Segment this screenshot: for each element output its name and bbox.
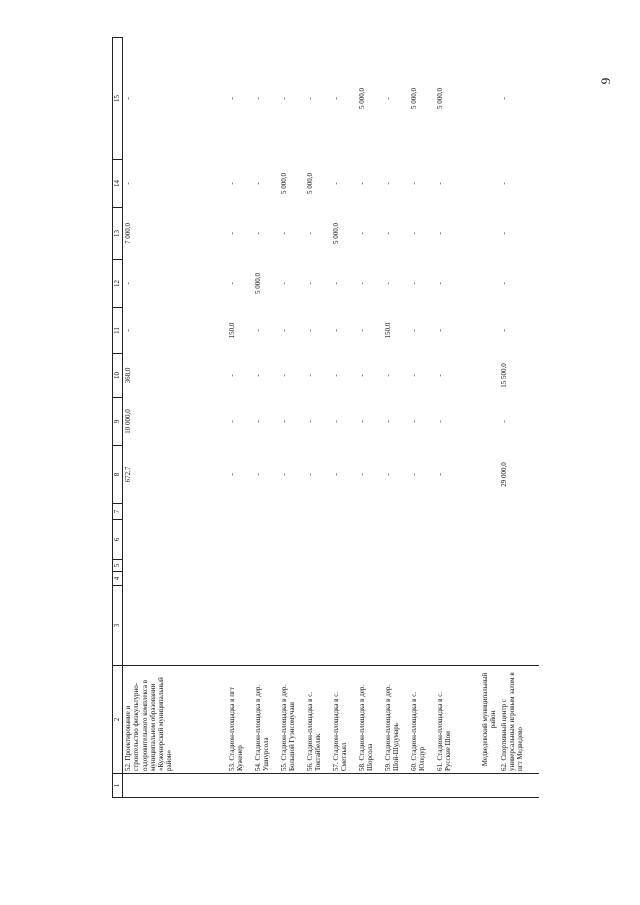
value-cell: 5 000,0 bbox=[435, 88, 444, 109]
value-cell bbox=[383, 520, 409, 560]
value-cell: - bbox=[435, 329, 444, 332]
value-cell bbox=[435, 572, 461, 586]
value-cell: 150,0 bbox=[227, 322, 236, 339]
value-cell: - bbox=[409, 329, 418, 332]
value-cell: - bbox=[331, 97, 340, 100]
table-row bbox=[357, 38, 383, 798]
value-cell bbox=[499, 520, 539, 560]
value-cell: - bbox=[383, 473, 392, 476]
value-cell bbox=[357, 586, 383, 666]
value-cell: - bbox=[357, 329, 366, 332]
value-cell bbox=[279, 520, 305, 560]
empty-cell bbox=[461, 504, 499, 520]
empty-cell bbox=[461, 160, 499, 208]
value-cell: - bbox=[357, 282, 366, 285]
table-row bbox=[279, 38, 305, 798]
value-cell bbox=[499, 504, 539, 520]
object-name-cell: 58. Стадион-площадка в дер. Шорсола bbox=[357, 666, 383, 774]
object-name-cell: 52. Проектирование и строительство физкультурно-оздоровительного комплекса в муниципальном образовании «Куженерский муниципальный район» bbox=[123, 666, 227, 774]
value-cell: - bbox=[279, 473, 288, 476]
value-cell: - bbox=[279, 282, 288, 285]
value-cell: - bbox=[331, 473, 340, 476]
empty-cell bbox=[461, 572, 499, 586]
value-cell bbox=[123, 560, 227, 572]
value-cell bbox=[409, 520, 435, 560]
value-cell: - bbox=[409, 374, 418, 377]
value-cell bbox=[227, 572, 253, 586]
value-cell bbox=[123, 520, 227, 560]
object-name-cell: 59. Стадион-площадка в дер. Шой-Шудумарь bbox=[383, 666, 409, 774]
value-cell: - bbox=[409, 473, 418, 476]
column-header: 2 bbox=[113, 666, 123, 774]
value-cell: - bbox=[253, 473, 262, 476]
value-cell: - bbox=[435, 182, 444, 185]
value-cell: - bbox=[124, 182, 132, 185]
value-cell: - bbox=[227, 282, 236, 285]
value-cell: - bbox=[279, 232, 288, 235]
value-cell: - bbox=[305, 420, 314, 423]
value-cell: - bbox=[383, 374, 392, 377]
value-cell bbox=[279, 586, 305, 666]
value-cell: - bbox=[499, 329, 508, 332]
column-header: 10 bbox=[113, 354, 123, 398]
value-cell bbox=[253, 520, 279, 560]
value-cell: 5 000,0 bbox=[357, 88, 366, 109]
value-cell: - bbox=[253, 232, 262, 235]
row-number-cell bbox=[383, 774, 409, 798]
value-cell: 5 000,0 bbox=[253, 273, 262, 294]
value-cell bbox=[253, 586, 279, 666]
empty-cell bbox=[461, 398, 499, 446]
column-header: 14 bbox=[113, 160, 123, 208]
column-header: 15 bbox=[113, 38, 123, 160]
value-cell: - bbox=[409, 282, 418, 285]
row-number-cell bbox=[227, 774, 253, 798]
value-cell: - bbox=[279, 329, 288, 332]
value-cell: - bbox=[124, 329, 132, 332]
value-cell: 5 000,0 bbox=[279, 173, 288, 194]
value-cell bbox=[253, 572, 279, 586]
value-cell bbox=[227, 520, 253, 560]
value-cell: - bbox=[499, 182, 508, 185]
value-cell bbox=[279, 560, 305, 572]
value-cell: - bbox=[279, 374, 288, 377]
value-cell bbox=[305, 504, 331, 520]
row-number-cell bbox=[279, 774, 305, 798]
column-header: 1 bbox=[113, 774, 123, 798]
table-row bbox=[227, 38, 253, 798]
value-cell: - bbox=[383, 282, 392, 285]
object-name-cell: 54. Стадион-площадка в дер. Ушнурсола bbox=[253, 666, 279, 774]
table-row bbox=[383, 38, 409, 798]
value-cell bbox=[383, 572, 409, 586]
empty-cell bbox=[461, 520, 499, 560]
value-cell: - bbox=[227, 232, 236, 235]
object-name-cell: 53. Стадион-площадка в пгт Куженер bbox=[227, 666, 253, 774]
value-cell: - bbox=[331, 329, 340, 332]
value-cell bbox=[305, 560, 331, 572]
value-cell bbox=[331, 572, 357, 586]
row-number-cell bbox=[253, 774, 279, 798]
row-number-cell bbox=[357, 774, 383, 798]
value-cell: - bbox=[383, 97, 392, 100]
value-cell bbox=[331, 560, 357, 572]
row-number-cell bbox=[435, 774, 461, 798]
empty-cell bbox=[461, 208, 499, 260]
table-row bbox=[499, 38, 539, 798]
value-cell bbox=[383, 586, 409, 666]
column-header: 4 bbox=[113, 572, 123, 586]
value-cell: - bbox=[435, 232, 444, 235]
value-cell: - bbox=[435, 420, 444, 423]
empty-cell bbox=[461, 308, 499, 354]
value-cell bbox=[227, 586, 253, 666]
value-cell bbox=[305, 572, 331, 586]
value-cell bbox=[279, 572, 305, 586]
empty-cell bbox=[461, 446, 499, 504]
row-number-cell bbox=[123, 774, 227, 798]
value-cell bbox=[409, 560, 435, 572]
rotated-table-container bbox=[112, 38, 572, 798]
table-row bbox=[435, 38, 461, 798]
value-cell: - bbox=[305, 97, 314, 100]
value-cell: - bbox=[409, 420, 418, 423]
value-cell: 150,0 bbox=[383, 322, 392, 339]
column-header: 8 bbox=[113, 446, 123, 504]
value-cell bbox=[357, 560, 383, 572]
value-cell: - bbox=[435, 473, 444, 476]
value-cell bbox=[435, 504, 461, 520]
value-cell: - bbox=[331, 182, 340, 185]
value-cell: - bbox=[227, 374, 236, 377]
value-cell: - bbox=[357, 473, 366, 476]
value-cell: 368,0 bbox=[124, 367, 132, 384]
row-number-cell bbox=[331, 774, 357, 798]
value-cell: - bbox=[305, 374, 314, 377]
column-header: 9 bbox=[113, 398, 123, 446]
value-cell: - bbox=[435, 374, 444, 377]
value-cell: - bbox=[279, 97, 288, 100]
value-cell: - bbox=[357, 232, 366, 235]
column-header: 7 bbox=[113, 504, 123, 520]
value-cell bbox=[435, 586, 461, 666]
object-name-cell: 60. Стадион-площадка в с. Юледур bbox=[409, 666, 435, 774]
value-cell: - bbox=[357, 182, 366, 185]
value-cell bbox=[227, 560, 253, 572]
value-cell: - bbox=[227, 420, 236, 423]
value-cell: - bbox=[357, 374, 366, 377]
column-header: 6 bbox=[113, 520, 123, 560]
empty-cell bbox=[461, 560, 499, 572]
value-cell: - bbox=[383, 420, 392, 423]
empty-cell bbox=[461, 260, 499, 308]
row-number-cell bbox=[499, 774, 539, 798]
value-cell: - bbox=[435, 282, 444, 285]
value-cell: - bbox=[305, 473, 314, 476]
value-cell bbox=[279, 504, 305, 520]
value-cell: - bbox=[253, 329, 262, 332]
column-header: 12 bbox=[113, 260, 123, 308]
value-cell bbox=[357, 520, 383, 560]
value-cell: 29 000,0 bbox=[499, 462, 508, 487]
value-cell: - bbox=[253, 182, 262, 185]
value-cell bbox=[435, 560, 461, 572]
value-cell: 672,7 bbox=[124, 466, 132, 483]
value-cell: - bbox=[409, 182, 418, 185]
column-header: 11 bbox=[113, 308, 123, 354]
value-cell: - bbox=[279, 420, 288, 423]
value-cell: 5 000,0 bbox=[409, 88, 418, 109]
value-cell bbox=[357, 572, 383, 586]
value-cell: 5 000,0 bbox=[305, 173, 314, 194]
value-cell bbox=[305, 520, 331, 560]
value-cell bbox=[253, 560, 279, 572]
value-cell bbox=[227, 504, 253, 520]
value-cell: - bbox=[124, 97, 132, 100]
value-cell: - bbox=[253, 97, 262, 100]
column-header: 5 bbox=[113, 560, 123, 572]
column-header: 13 bbox=[113, 208, 123, 260]
value-cell: - bbox=[357, 420, 366, 423]
object-name-cell: 61. Стадион-площадка в с. Русские Шои bbox=[435, 666, 461, 774]
value-cell bbox=[331, 504, 357, 520]
row-number-cell bbox=[305, 774, 331, 798]
value-cell: - bbox=[383, 182, 392, 185]
value-cell: - bbox=[331, 282, 340, 285]
value-cell: - bbox=[124, 282, 132, 285]
row-number-cell bbox=[461, 774, 499, 798]
value-cell: - bbox=[227, 473, 236, 476]
value-cell: - bbox=[305, 232, 314, 235]
value-cell: - bbox=[499, 282, 508, 285]
value-cell: 15 500,0 bbox=[499, 363, 508, 388]
value-cell bbox=[123, 586, 227, 666]
data-table bbox=[112, 37, 539, 798]
section-row bbox=[461, 38, 499, 798]
section-title: Медведевский муниципальный район bbox=[461, 666, 499, 774]
empty-cell bbox=[461, 38, 499, 160]
empty-cell bbox=[461, 354, 499, 398]
value-cell: - bbox=[227, 97, 236, 100]
object-name-cell: 57. Стадион-площадка в с. Сметаьял bbox=[331, 666, 357, 774]
value-cell bbox=[331, 586, 357, 666]
empty-cell bbox=[461, 586, 499, 666]
table-row bbox=[253, 38, 279, 798]
value-cell: - bbox=[499, 232, 508, 235]
object-name-cell: 62. Спортивный центр с универсальным игровым залом в пгт Медведево bbox=[499, 666, 539, 774]
value-cell bbox=[123, 504, 227, 520]
table-row bbox=[305, 38, 331, 798]
value-cell bbox=[383, 560, 409, 572]
row-number-cell bbox=[409, 774, 435, 798]
value-cell bbox=[123, 572, 227, 586]
value-cell bbox=[435, 520, 461, 560]
value-cell bbox=[499, 572, 539, 586]
page-number: 9 bbox=[598, 77, 613, 85]
value-cell: - bbox=[227, 182, 236, 185]
value-cell bbox=[357, 504, 383, 520]
value-cell: - bbox=[409, 232, 418, 235]
table-row bbox=[331, 38, 357, 798]
value-cell: - bbox=[331, 420, 340, 423]
value-cell: 5 000,0 bbox=[331, 223, 340, 244]
value-cell: - bbox=[305, 329, 314, 332]
header-row bbox=[113, 38, 123, 798]
table-row bbox=[409, 38, 435, 798]
value-cell bbox=[331, 520, 357, 560]
value-cell bbox=[305, 586, 331, 666]
value-cell bbox=[409, 586, 435, 666]
value-cell bbox=[499, 560, 539, 572]
table-row bbox=[123, 38, 227, 798]
value-cell: - bbox=[305, 282, 314, 285]
object-name-cell: 56. Стадион-площадка в с. Токтайбеляк bbox=[305, 666, 331, 774]
value-cell: - bbox=[331, 374, 340, 377]
value-cell: 10 000,0 bbox=[124, 409, 132, 434]
value-cell: - bbox=[253, 420, 262, 423]
value-cell: - bbox=[499, 97, 508, 100]
value-cell bbox=[409, 572, 435, 586]
value-cell: - bbox=[383, 232, 392, 235]
value-cell bbox=[409, 504, 435, 520]
table-body bbox=[123, 38, 539, 798]
value-cell: - bbox=[253, 374, 262, 377]
value-cell bbox=[499, 586, 539, 666]
column-header: 3 bbox=[113, 586, 123, 666]
value-cell: - bbox=[499, 420, 508, 423]
value-cell: 7 000,0 bbox=[124, 223, 132, 244]
object-name-cell: 55. Стадион-площадка в дер. Большой Гуэнсомучаш bbox=[279, 666, 305, 774]
value-cell bbox=[253, 504, 279, 520]
value-cell bbox=[383, 504, 409, 520]
